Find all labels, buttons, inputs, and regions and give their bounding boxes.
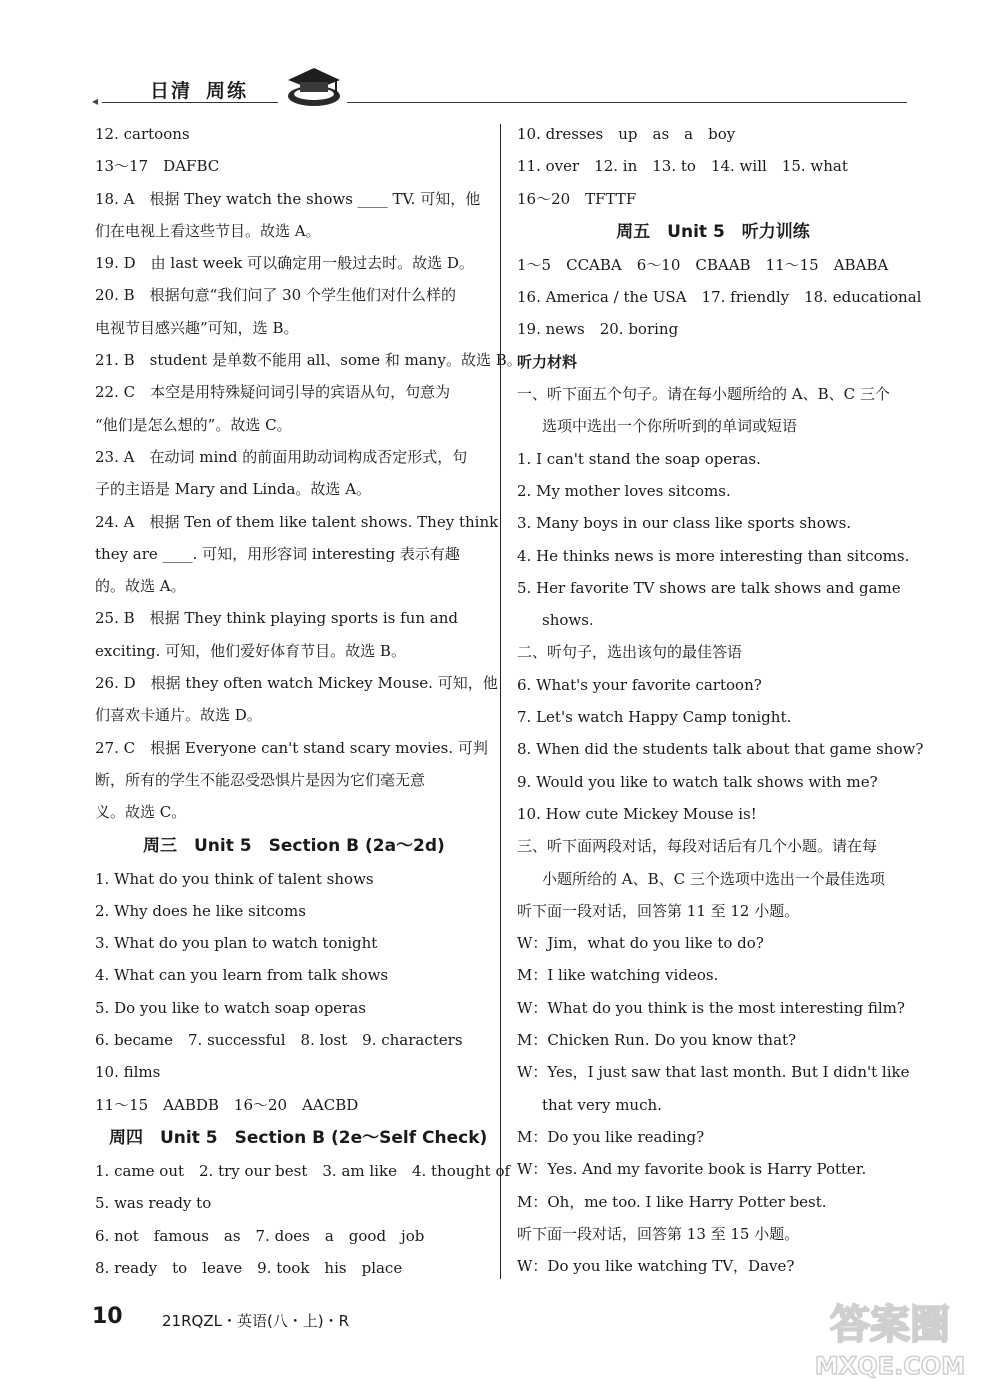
script-line: 2. My mother loves sitcoms. [517, 481, 731, 500]
answer-line: 5. Do you like to watch soap operas [95, 998, 366, 1017]
answer-line: 断，所有的学生不能忍受恐惧片是因为它们毫无意 [95, 770, 426, 789]
dialogue-line: W：Yes，I just saw that last month. But I didn't like [517, 1063, 910, 1082]
answer-line: 们喜欢卡通片。故选 D。 [95, 706, 262, 725]
right-column [517, 118, 924, 1282]
answer-line: 4. What can you learn from talk shows [95, 966, 389, 985]
script-line: shows. [542, 611, 594, 630]
header-title [150, 76, 248, 103]
part3-title-cont: 小题所给的 A、B、C 三个选项中选出一个最佳选项 [542, 869, 885, 888]
header-title-a: 日清 [150, 80, 193, 102]
answer-line: exciting. 可知，他们爱好体育节目。故选 B。 [95, 641, 406, 660]
graduation-cap-icon [284, 62, 344, 110]
answer-line: 27. C 根据 Everyone can't stand scary movies. 可判 [95, 738, 488, 757]
answer-line: 子的主语是 Mary and Linda。故选 A。 [95, 480, 372, 499]
script-line: 7. Let's watch Happy Camp tonight. [517, 708, 792, 727]
part2-title: 二、听句子，选出该句的最佳答语 [517, 643, 743, 662]
part3-title: 三、听下面两段对话，每段对话后有几个小题。请在每 [517, 837, 878, 856]
script-line: 9. Would you like to watch talk shows with me? [517, 772, 878, 791]
answer-line: 16. America / the USA 17. friendly 18. educational [517, 288, 922, 307]
answer-line: 1. What do you think of talent shows [95, 869, 374, 888]
answer-line: 13～17 DAFBC [95, 157, 220, 176]
answer-line: 6. became 7. successful 8. lost 9. characters [95, 1031, 463, 1050]
answer-line: 11. over 12. in 13. to 14. will 15. what [517, 157, 848, 176]
answer-line: 2. Why does he like sitcoms [95, 901, 306, 920]
script-line: 8. When did the students talk about that game show? [517, 740, 924, 759]
answer-line: 21. B student 是单数不能用 all、some 和 many。故选 B。 [95, 351, 522, 370]
page-header [92, 62, 907, 110]
watermark-logo [800, 1290, 980, 1385]
dialogue-line: 听下面一段对话，回答第 13 至 15 小题。 [517, 1224, 800, 1243]
answer-line: 19. D 由 last week 可以确定用一般过去时。故选 D。 [95, 254, 474, 273]
section-title-thursday: 周四 Unit 5 Section B (2e～Self Check) [109, 1127, 488, 1148]
svg-text:MXQE.COM: MXQE.COM [814, 1352, 966, 1380]
part1-title-cont: 选项中选出一个你所听到的单词或短语 [542, 417, 798, 436]
script-line: 5. Her favorite TV shows are talk shows and game [517, 578, 901, 597]
answer-line: 5. was ready to [95, 1194, 212, 1213]
answer-line: 22. C 本空是用特殊疑问词引导的宾语从句，句意为 [95, 383, 451, 402]
left-column [95, 118, 522, 1284]
dialogue-line: 听下面一段对话，回答第 11 至 12 小题。 [517, 901, 800, 920]
script-line: 1. I can't stand the soap operas. [517, 449, 761, 468]
part1-title: 一、听下面五个句子。请在每小题所给的 A、B、C 三个 [517, 385, 890, 404]
listening-material-title: 听力材料 [517, 352, 578, 371]
answer-line: 25. B 根据 They think playing sports is fun and [95, 609, 458, 628]
svg-text:答案圈: 答案圈 [830, 1302, 950, 1348]
answer-line: 3. What do you plan to watch tonight [95, 934, 378, 953]
page-number: 10 [92, 1304, 123, 1329]
answer-line: 24. A 根据 Ten of them like talent shows. They think [95, 512, 499, 531]
arrow-left-icon: ◂ [92, 94, 99, 108]
answer-line: 16～20 TFTTF [517, 189, 637, 208]
answer-line: 20. B 根据句意“我们问了 30 个学生他们对什么样的 [95, 286, 456, 305]
answer-line: 23. A 在动词 mind 的前面用助动词构成否定形式，句 [95, 447, 468, 466]
answer-line: 8. ready to leave 9. took his place [95, 1258, 403, 1277]
dialogue-line: that very much. [542, 1095, 662, 1114]
dialogue-line: M：Oh，me too. I like Harry Potter best. [517, 1192, 827, 1211]
answer-line: 1. came out 2. try our best 3. am like 4. thought of [95, 1161, 511, 1180]
dialogue-line: W：Yes. And my favorite book is Harry Potter. [517, 1160, 867, 1179]
answer-line: 1～5 CCABA 6～10 CBAAB 11～15 ABABA [517, 255, 889, 274]
script-line: 3. Many boys in our class like sports shows. [517, 514, 852, 533]
header-rule-right [347, 102, 907, 103]
dialogue-line: M：Chicken Run. Do you know that? [517, 1031, 797, 1050]
dialogue-line: W：What do you think is the most interesting film? [517, 998, 905, 1017]
answer-line: “他们是怎么想的”。故选 C。 [95, 415, 292, 434]
answer-line: 电视节目感兴趣”可知，选 B。 [95, 318, 299, 337]
answer-line: 们在电视上看这些节目。故选 A。 [95, 221, 321, 240]
section-title-friday: 周五 Unit 5 听力训练 [616, 221, 810, 242]
script-line: 10. How cute Mickey Mouse is! [517, 804, 757, 823]
answer-line: 18. A 根据 They watch the shows ____ TV. 可知，他 [95, 189, 481, 208]
answer-line: 26. D 根据 they often watch Mickey Mouse. 可知，他 [95, 674, 498, 693]
dialogue-line: M：I like watching videos. [517, 966, 719, 985]
script-line: 4. He thinks news is more interesting than sitcoms. [517, 546, 910, 565]
answer-line: 义。故选 C。 [95, 803, 187, 822]
dialogue-line: M：Do you like reading? [517, 1127, 705, 1146]
column-divider [500, 124, 501, 1279]
book-code: 21RQZL・英语(八・上)・R [162, 1312, 350, 1330]
answer-line: 的。故选 A。 [95, 577, 186, 596]
answer-line: 11～15 AABDB 16～20 AACBD [95, 1095, 359, 1114]
dialogue-line: W：Jim，what do you like to do? [517, 934, 764, 953]
answer-line: 10. dresses up as a boy [517, 125, 736, 143]
script-line: 6. What's your favorite cartoon? [517, 675, 762, 694]
answer-line: 12. cartoons [95, 125, 190, 143]
answer-line: 6. not famous as 7. does a good job [95, 1226, 425, 1245]
answer-line: 19. news 20. boring [517, 320, 679, 339]
header-title-b: 周练 [206, 80, 249, 102]
section-title-wednesday: 周三 Unit 5 Section B (2a～2d) [143, 835, 445, 856]
answer-line: they are ____. 可知，用形容词 interesting 表示有趣 [95, 544, 460, 563]
answer-line: 10. films [95, 1063, 161, 1082]
dialogue-line: W：Do you like watching TV，Dave? [517, 1257, 795, 1276]
